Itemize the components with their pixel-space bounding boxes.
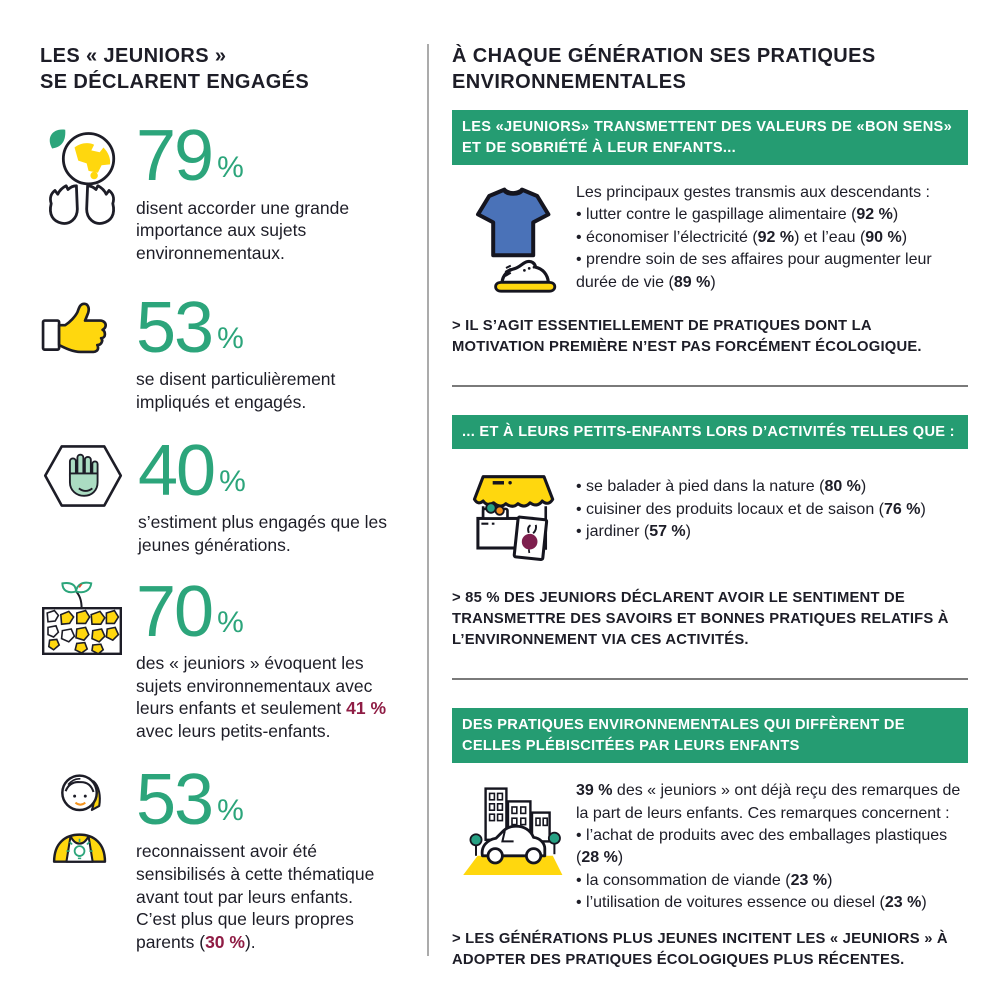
city-car-icon	[452, 780, 576, 880]
section-text	[576, 780, 968, 914]
bullet-item: • prendre soin de ses affaires pour augmenter leur durée de vie (89 %)	[576, 249, 968, 294]
stat-body	[136, 287, 388, 414]
globe-in-hands-icon	[40, 125, 124, 241]
bullet-list	[576, 825, 968, 915]
market-stall-icon	[452, 466, 576, 568]
stat-row	[40, 430, 402, 557]
percent-sign: %	[217, 322, 244, 356]
left-title	[40, 44, 402, 95]
stat-number: 40	[138, 430, 215, 511]
section-intro: Les principaux gestes transmis aux descendants :	[576, 184, 930, 202]
stat-row	[40, 759, 402, 954]
thumbs-up-icon	[40, 297, 124, 361]
section-row	[452, 466, 968, 568]
section-text	[576, 182, 968, 294]
section-divider	[452, 678, 968, 680]
stat-value	[136, 116, 388, 197]
percent-sign: %	[217, 605, 244, 639]
woman-idea-icon	[40, 769, 124, 865]
bullet-item: • la consommation de viande (23 %)	[576, 870, 968, 892]
stat-number: 70	[136, 571, 213, 652]
stat-body	[136, 571, 388, 743]
left-title-line1: LES « JEUNIORS »	[40, 45, 227, 67]
stat-row	[40, 287, 402, 414]
stat-value	[136, 571, 388, 652]
stat-value	[138, 430, 390, 511]
section-banner: DES PRATIQUES ENVIRONNEMENTALES QUI DIFFÈRENT DE CELLES PLÉBISCITÉES PAR LEURS ENFANTS	[452, 708, 968, 763]
bullet-item: • l’achat de produits avec des emballages plastiques (28 %)	[576, 825, 968, 870]
stat-row	[40, 571, 402, 743]
left-title-line2: SE DÉCLARENT ENGAGÉS	[40, 70, 310, 93]
stat-value	[136, 759, 388, 840]
bullet-item: • l’utilisation de voitures essence ou diesel (23 %)	[576, 892, 968, 914]
stat-description: reconnaissent avoir été sensibilisés à cette thématique avant tout par leurs enfants. C’est plus que leurs propres parents (30 %).	[136, 841, 375, 953]
stat-body	[136, 759, 388, 954]
bullet-item: • cuisiner des produits locaux et de saison (76 %)	[576, 499, 968, 521]
tshirt-shoe-icon	[452, 182, 576, 296]
stat-description: se disent particulièrement impliqués et engagés.	[136, 369, 336, 412]
leaf-shape	[50, 130, 66, 149]
sprout-soil-icon	[40, 581, 124, 657]
bullet-item: • lutter contre le gaspillage alimentaire (92 %)	[576, 204, 968, 226]
section-note: > IL S’AGIT ESSENTIELLEMENT DE PRATIQUES DONT LA MOTIVATION PREMIÈRE N’EST PAS FORCÉMENT ÉCOLOGIQUE.	[452, 318, 922, 356]
right-title	[452, 44, 968, 95]
column-divider	[427, 44, 429, 956]
right-title-line1: À CHAQUE GÉNÉRATION SES PRATIQUES	[452, 45, 876, 67]
section-row	[452, 780, 968, 914]
stat-body	[138, 430, 390, 557]
section-intro: 39 % des « jeuniors » ont déjà reçu des remarques de la part de leurs enfants. Ces remarques concernent :	[576, 782, 961, 822]
section-note: > LES GÉNÉRATIONS PLUS JEUNES INCITENT LES « JEUNIORS » À ADOPTER DES PRATIQUES ÉCOLOGIQUES PLUS RÉCENTES.	[452, 930, 948, 968]
stat-value	[136, 287, 388, 368]
section-banner: ... ET À LEURS PETITS-ENFANTS LORS D’ACTIVITÉS TELLES QUE :	[452, 415, 968, 449]
stat-number: 53	[136, 759, 213, 840]
section-row	[452, 182, 968, 296]
percent-sign: %	[219, 465, 246, 499]
bullet-item: • jardiner (57 %)	[576, 521, 968, 543]
right-column	[452, 44, 968, 971]
bullet-list	[576, 204, 968, 294]
right-title-line2: ENVIRONNEMENTALES	[452, 70, 687, 93]
section-text	[576, 466, 968, 543]
stat-row	[40, 116, 402, 265]
hand-in-hexagon-icon	[40, 440, 126, 512]
percent-sign: %	[217, 150, 244, 184]
stat-description: s’estiment plus engagés que les jeunes générations.	[138, 512, 388, 555]
stat-description: disent accorder une grande importance aux sujets environnementaux.	[136, 197, 350, 264]
bullet-item: • se balader à pied dans la nature (80 %)	[576, 476, 968, 498]
section-note: > 85 % DES JEUNIORS DÉCLARENT AVOIR LE SENTIMENT DE TRANSMETTRE DES SAVOIRS ET BONNES PRATIQUES RELATIFS À L’ENVIRONNEMENT VIA CES ACTIVITÉS.	[452, 590, 949, 649]
stat-body	[136, 116, 388, 265]
section-banner: LES «JEUNIORS» TRANSMETTENT DES VALEURS DE «BON SENS» ET DE SOBRIÉTÉ À LEUR ENFANTS...	[452, 110, 968, 165]
bullet-item: • économiser l’électricité (92 %) et l’eau (90 %)	[576, 227, 968, 249]
stat-number: 53	[136, 287, 213, 368]
left-column	[40, 44, 402, 954]
stat-description: des « jeuniors » évoquent les sujets environnementaux avec leurs enfants et seulement 41 % avec leurs petits-enfants.	[136, 652, 387, 742]
stat-number: 79	[136, 116, 213, 197]
section-divider	[452, 385, 968, 387]
percent-sign: %	[217, 794, 244, 828]
bullet-list	[576, 476, 968, 543]
